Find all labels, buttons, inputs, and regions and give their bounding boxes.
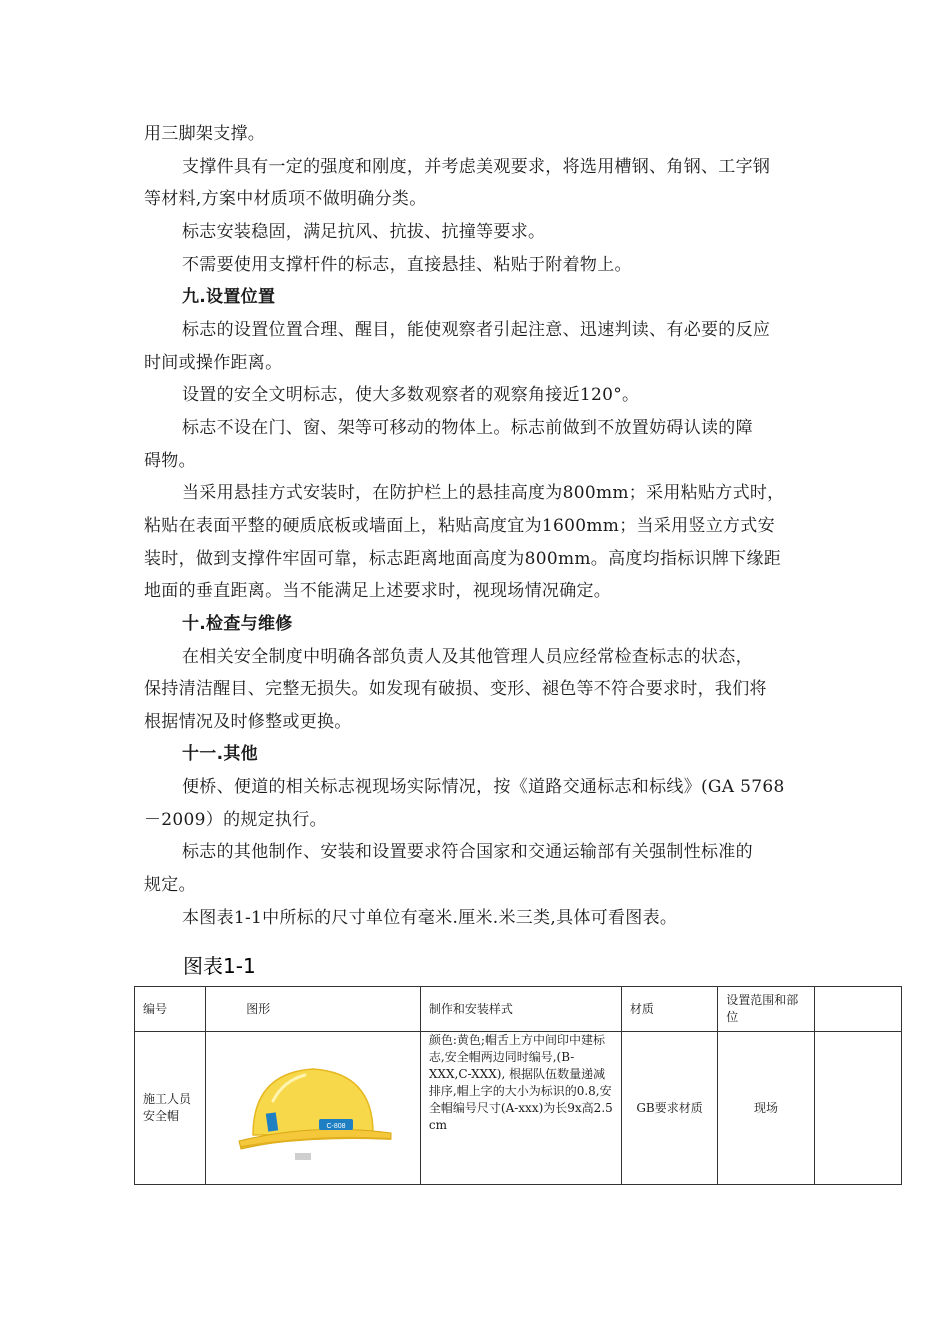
table-row — [135, 1032, 902, 1185]
header-extra — [814, 987, 901, 1032]
body-line: 在相关安全制度中明确各部负责人及其他管理人员应经常检查标志的状态， — [182, 647, 753, 667]
body-line: 根据情况及时修整或更换。 — [144, 712, 352, 732]
cell-location: 现场 — [718, 1032, 814, 1185]
header-id: 编号 — [135, 987, 206, 1032]
body-line: 标志的设置位置合理、醒目，能使观察者引起注意、迅速判读、有必要的反应 — [182, 320, 771, 340]
sign-table — [134, 986, 902, 1185]
body-line: 用三脚架支撑。 — [144, 124, 266, 144]
body-line: 不需要使用支撑杆件的标志，直接悬挂、粘贴于附着物上。 — [182, 255, 632, 275]
cell-id: 施工人员安全帽 — [135, 1032, 206, 1185]
helmet-label: C-808 — [326, 1123, 346, 1130]
body-line: 支撑件具有一定的强度和刚度，并考虑美观要求，将选用槽钢、角钢、工字钢 — [182, 157, 771, 177]
body-line: 设置的安全文明标志，使大多数观察者的观察角接近120°。 — [182, 385, 640, 405]
body-line: 等材料,方案中材质项不做明确分类。 — [144, 189, 427, 209]
body-line: 粘贴在表面平整的硬质底板或墙面上，粘贴高度宜为1600mm；当采用竖立方式安 — [144, 516, 775, 536]
safety-helmet-icon — [233, 1053, 393, 1163]
cell-style: 颜色:黄色;帽舌上方中间印中建标志,安全帽两边同时编号,(B-XXX,C-XXX), 根据队伍数量递减排序,帽上字的大小为标识的0.8,安全帽编号尺寸(A-xxx)为长9x高2.5 cm — [420, 1032, 621, 1185]
body-line: 规定。 — [144, 875, 196, 895]
body-line: 时间或操作距离。 — [144, 353, 283, 373]
figure-title: 图表1-1 — [183, 954, 256, 978]
header-graphic: 图形 — [206, 987, 421, 1032]
body-line: 便桥、便道的相关标志视现场实际情况，按《道路交通标志和标线》(GA 5768 — [182, 777, 785, 797]
section-heading: 十一.其他 — [182, 744, 258, 764]
cell-material: GB要求材质 — [621, 1032, 717, 1185]
body-line: 当采用悬挂方式安装时，在防护栏上的悬挂高度为800mm；采用粘贴方式时， — [182, 483, 785, 503]
body-line: 地面的垂直距离。当不能满足上述要求时，视现场情况确定。 — [144, 581, 612, 601]
section-heading: 九.设置位置 — [182, 287, 276, 307]
body-line: －2009）的规定执行。 — [144, 810, 327, 830]
header-material: 材质 — [621, 987, 717, 1032]
cell-graphic — [206, 1032, 421, 1185]
table-header-row — [135, 987, 902, 1032]
body-line: 标志的其他制作、安装和设置要求符合国家和交通运输部有关强制性标准的 — [182, 842, 753, 862]
header-location: 设置范围和部位 — [718, 987, 814, 1032]
section-heading: 十.检查与维修 — [182, 614, 293, 634]
body-line: 本图表1-1中所标的尺寸单位有毫米.厘米.米三类,具体可看图表。 — [182, 908, 678, 928]
header-style: 制作和安装样式 — [420, 987, 621, 1032]
body-line: 保持清洁醒目、完整无损失。如发现有破损、变形、褪色等不符合要求时，我们将 — [144, 679, 767, 699]
cell-extra — [814, 1032, 901, 1185]
body-line: 装时，做到支撑件牢固可靠，标志距离地面高度为800mm。高度均指标识牌下缘距 — [144, 549, 782, 569]
body-line: 碍物。 — [144, 451, 196, 471]
body-line: 标志不设在门、窗、架等可移动的物体上。标志前做到不放置妨碍认读的障 — [182, 418, 753, 438]
body-line: 标志安装稳固，满足抗风、抗拔、抗撞等要求。 — [182, 222, 546, 242]
